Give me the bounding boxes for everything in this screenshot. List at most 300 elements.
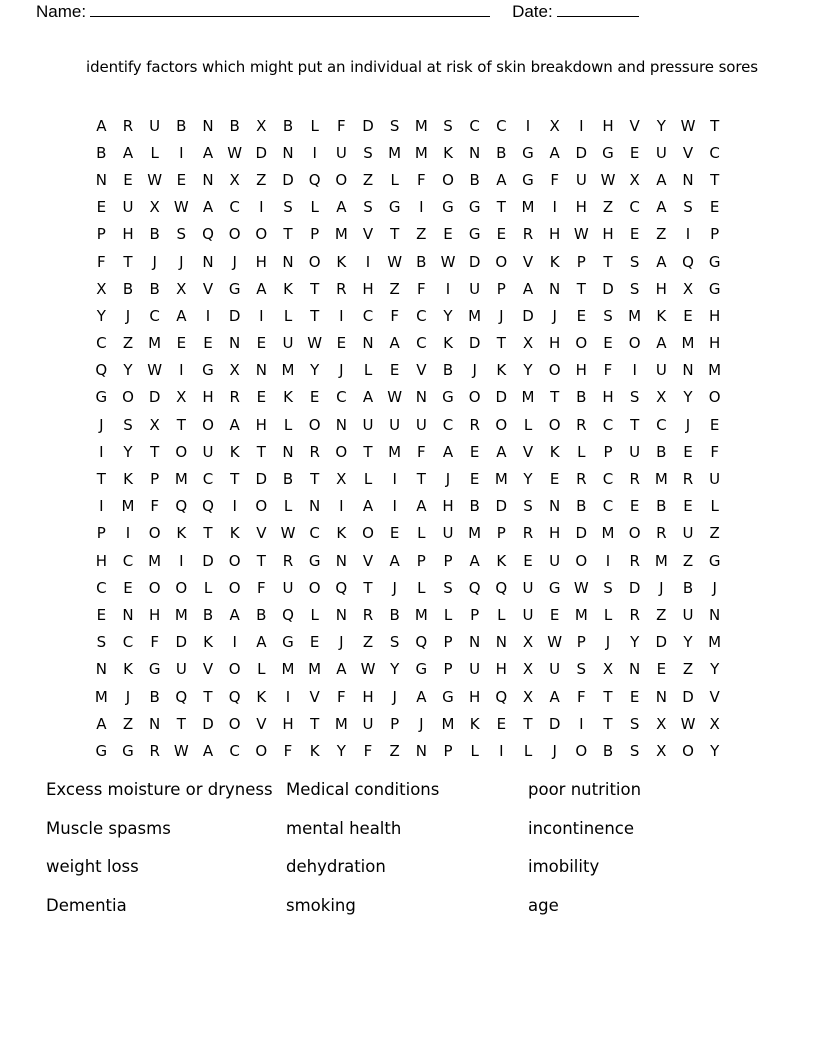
grid-letter[interactable]: D — [255, 143, 268, 162]
grid-letter[interactable]: L — [523, 415, 533, 434]
grid-letter[interactable]: T — [310, 279, 320, 298]
grid-letter[interactable]: E — [496, 225, 507, 244]
grid-letter[interactable]: T — [310, 306, 320, 325]
grid-letter[interactable]: Y — [683, 633, 693, 652]
grid-letter[interactable]: L — [470, 741, 479, 760]
grid-letter[interactable]: J — [99, 415, 104, 434]
grid-letter[interactable]: B — [469, 497, 480, 516]
grid-letter[interactable]: V — [522, 252, 534, 271]
grid-letter[interactable]: X — [522, 633, 534, 652]
grid-letter[interactable]: E — [523, 551, 533, 570]
grid-letter[interactable]: K — [336, 252, 347, 271]
grid-letter[interactable]: J — [712, 578, 717, 597]
grid-letter[interactable]: A — [96, 116, 107, 135]
grid-letter[interactable]: E — [309, 633, 320, 652]
grid-letter[interactable]: D — [148, 388, 161, 407]
grid-letter[interactable]: M — [521, 198, 535, 217]
grid-letter[interactable]: N — [682, 170, 694, 189]
grid-letter[interactable]: N — [335, 415, 347, 434]
word-list-item[interactable]: age — [528, 895, 559, 915]
grid-letter[interactable]: J — [179, 252, 184, 271]
grid-letter[interactable]: U — [549, 660, 561, 679]
grid-letter[interactable]: E — [629, 497, 640, 516]
grid-letter[interactable]: E — [603, 334, 613, 353]
grid-letter[interactable]: R — [336, 279, 347, 298]
grid-letter[interactable]: R — [522, 225, 534, 244]
grid-letter[interactable]: Z — [682, 551, 694, 570]
grid-letter[interactable]: O — [255, 225, 268, 244]
grid-letter[interactable]: Q — [202, 497, 214, 516]
grid-letter[interactable]: J — [392, 578, 397, 597]
grid-letter[interactable]: Y — [336, 741, 346, 760]
grid-letter[interactable]: A — [549, 143, 560, 162]
grid-letter[interactable]: R — [522, 524, 534, 543]
grid-letter[interactable]: F — [603, 361, 613, 380]
grid-letter[interactable]: I — [205, 306, 211, 325]
grid-letter[interactable]: V — [629, 116, 640, 135]
grid-letter[interactable]: N — [335, 551, 347, 570]
grid-letter[interactable]: O — [228, 714, 241, 733]
grid-letter[interactable]: S — [629, 714, 640, 733]
grid-letter[interactable]: W — [280, 524, 296, 543]
grid-letter[interactable]: A — [202, 143, 214, 162]
grid-letter[interactable]: N — [682, 361, 694, 380]
grid-letter[interactable]: T — [630, 415, 640, 434]
grid-letter[interactable]: B — [122, 279, 134, 298]
grid-letter[interactable]: A — [496, 170, 507, 189]
grid-letter[interactable]: H — [255, 415, 267, 434]
grid-letter[interactable]: J — [419, 714, 424, 733]
grid-letter[interactable]: N — [95, 660, 107, 679]
word-list-item[interactable]: mental health — [286, 818, 402, 838]
grid-letter[interactable]: Z — [362, 170, 374, 189]
grid-letter[interactable]: O — [122, 388, 134, 407]
grid-letter[interactable]: W — [600, 170, 616, 189]
grid-letter[interactable]: O — [255, 497, 268, 516]
grid-letter[interactable]: F — [550, 170, 559, 189]
grid-letter[interactable]: O — [255, 741, 268, 760]
grid-letter[interactable]: J — [339, 633, 344, 652]
grid-letter[interactable]: S — [389, 633, 400, 652]
grid-letter[interactable]: I — [125, 524, 131, 543]
grid-letter[interactable]: M — [708, 361, 722, 380]
grid-letter[interactable]: X — [656, 741, 667, 760]
grid-letter[interactable]: H — [469, 687, 481, 706]
grid-letter[interactable]: A — [202, 741, 214, 760]
grid-letter[interactable]: N — [629, 660, 641, 679]
grid-letter[interactable]: U — [575, 170, 587, 189]
grid-letter[interactable]: W — [573, 578, 589, 597]
grid-letter[interactable]: L — [150, 143, 159, 162]
grid-letter[interactable]: C — [416, 306, 427, 325]
grid-letter[interactable]: B — [282, 116, 294, 135]
grid-letter[interactable]: O — [495, 415, 508, 434]
grid-letter[interactable]: R — [629, 551, 640, 570]
grid-letter[interactable]: U — [389, 415, 401, 434]
grid-letter[interactable]: Q — [175, 687, 188, 706]
grid-letter[interactable]: H — [549, 524, 561, 543]
grid-letter[interactable]: K — [469, 714, 480, 733]
date-input-line[interactable] — [557, 1, 639, 17]
grid-letter[interactable]: M — [281, 660, 295, 679]
grid-letter[interactable]: H — [575, 198, 587, 217]
grid-letter[interactable]: X — [256, 116, 267, 135]
grid-letter[interactable]: K — [549, 252, 560, 271]
grid-letter[interactable]: P — [603, 442, 613, 461]
grid-letter[interactable]: K — [283, 279, 293, 298]
grid-letter[interactable]: I — [579, 714, 584, 733]
grid-letter[interactable]: D — [175, 633, 188, 652]
grid-letter[interactable]: C — [229, 741, 240, 760]
grid-letter[interactable]: K — [229, 524, 240, 543]
grid-letter[interactable]: U — [282, 578, 294, 597]
grid-letter[interactable]: H — [202, 388, 214, 407]
grid-letter[interactable]: B — [229, 116, 240, 135]
grid-letter[interactable]: E — [629, 225, 640, 244]
grid-letter[interactable]: Z — [602, 198, 614, 217]
grid-letter[interactable]: Z — [709, 524, 720, 543]
grid-letter[interactable]: X — [709, 714, 720, 733]
grid-letter[interactable]: H — [655, 279, 667, 298]
grid-letter[interactable]: Y — [96, 306, 106, 325]
grid-letter[interactable]: J — [125, 687, 131, 706]
grid-letter[interactable]: E — [96, 605, 107, 624]
grid-letter[interactable]: X — [602, 660, 614, 679]
grid-letter[interactable]: L — [310, 198, 319, 217]
grid-letter[interactable]: F — [710, 442, 719, 461]
grid-letter[interactable]: G — [708, 551, 721, 570]
grid-letter[interactable]: P — [150, 470, 160, 489]
grid-letter[interactable]: O — [468, 388, 481, 407]
grid-letter[interactable]: D — [602, 279, 614, 298]
grid-letter[interactable]: N — [202, 170, 214, 189]
grid-letter[interactable]: O — [362, 524, 374, 543]
grid-letter[interactable]: V — [682, 143, 694, 162]
grid-letter[interactable]: F — [257, 578, 266, 597]
grid-letter[interactable]: I — [392, 497, 397, 516]
grid-letter[interactable]: R — [149, 741, 160, 760]
grid-letter[interactable]: Q — [202, 225, 214, 244]
grid-letter[interactable]: N — [202, 252, 214, 271]
grid-letter[interactable]: P — [443, 551, 453, 570]
grid-letter[interactable]: A — [522, 279, 534, 298]
grid-letter[interactable]: M — [521, 388, 535, 407]
grid-letter[interactable]: N — [655, 687, 667, 706]
grid-letter[interactable]: O — [575, 334, 588, 353]
grid-letter[interactable]: O — [548, 361, 561, 380]
grid-letter[interactable]: U — [469, 660, 481, 679]
grid-letter[interactable]: H — [602, 116, 614, 135]
grid-letter[interactable]: E — [683, 497, 693, 516]
grid-letter[interactable]: D — [655, 633, 668, 652]
grid-letter[interactable]: M — [388, 143, 402, 162]
grid-letter[interactable]: A — [656, 198, 667, 217]
grid-letter[interactable]: E — [336, 334, 347, 353]
grid-letter[interactable]: G — [468, 225, 481, 244]
grid-letter[interactable]: E — [496, 714, 507, 733]
grid-letter[interactable]: D — [575, 524, 588, 543]
grid-letter[interactable]: I — [445, 279, 451, 298]
grid-letter[interactable]: F — [363, 741, 373, 760]
grid-letter[interactable]: F — [150, 633, 159, 652]
grid-letter[interactable]: T — [603, 714, 613, 733]
grid-letter[interactable]: V — [202, 279, 214, 298]
grid-letter[interactable]: T — [310, 470, 320, 489]
grid-letter[interactable]: O — [175, 442, 188, 461]
grid-letter[interactable]: R — [576, 415, 587, 434]
grid-letter[interactable]: K — [309, 741, 320, 760]
grid-letter[interactable]: D — [495, 497, 508, 516]
grid-letter[interactable]: K — [549, 442, 560, 461]
grid-letter[interactable]: H — [362, 279, 374, 298]
grid-letter[interactable]: Y — [523, 361, 533, 380]
grid-letter[interactable]: B — [442, 361, 454, 380]
grid-letter[interactable]: W — [680, 714, 696, 733]
grid-letter[interactable]: C — [122, 551, 134, 570]
grid-letter[interactable]: L — [283, 415, 293, 434]
grid-letter[interactable]: C — [229, 198, 240, 217]
grid-letter[interactable]: W — [147, 361, 163, 380]
grid-letter[interactable]: O — [628, 524, 641, 543]
grid-letter[interactable]: L — [577, 442, 586, 461]
grid-letter[interactable]: M — [414, 116, 428, 135]
grid-letter[interactable]: M — [334, 714, 348, 733]
grid-letter[interactable]: F — [97, 252, 106, 271]
grid-letter[interactable]: S — [443, 116, 453, 135]
grid-letter[interactable]: E — [709, 198, 720, 217]
grid-letter[interactable]: I — [99, 442, 104, 461]
grid-letter[interactable]: N — [255, 361, 267, 380]
grid-letter[interactable]: U — [122, 198, 134, 217]
grid-letter[interactable]: P — [96, 524, 106, 543]
grid-letter[interactable]: E — [203, 334, 213, 353]
grid-letter[interactable]: Z — [682, 660, 694, 679]
grid-letter[interactable]: F — [577, 687, 586, 706]
grid-letter[interactable]: C — [709, 143, 720, 162]
grid-letter[interactable]: L — [203, 578, 213, 597]
grid-letter[interactable]: G — [708, 252, 721, 271]
grid-letter[interactable]: O — [228, 225, 241, 244]
grid-letter[interactable]: X — [176, 388, 187, 407]
grid-letter[interactable]: B — [656, 497, 667, 516]
grid-letter[interactable]: E — [629, 687, 640, 706]
grid-letter[interactable]: J — [125, 306, 131, 325]
grid-letter[interactable]: N — [709, 605, 721, 624]
grid-letter[interactable]: P — [496, 279, 506, 298]
grid-letter[interactable]: Z — [256, 170, 267, 189]
grid-letter[interactable]: T — [203, 524, 213, 543]
grid-letter[interactable]: D — [548, 714, 561, 733]
grid-letter[interactable]: R — [656, 524, 667, 543]
grid-letter[interactable]: R — [229, 388, 240, 407]
grid-letter[interactable]: I — [605, 551, 611, 570]
grid-letter[interactable]: N — [122, 605, 134, 624]
grid-letter[interactable]: Q — [415, 633, 428, 652]
grid-letter[interactable]: H — [575, 361, 587, 380]
word-list-item[interactable]: weight loss — [46, 857, 139, 876]
grid-letter[interactable]: O — [228, 551, 241, 570]
grid-letter[interactable]: P — [96, 225, 106, 244]
grid-letter[interactable]: B — [149, 687, 160, 706]
grid-letter[interactable]: F — [337, 687, 346, 706]
grid-letter[interactable]: B — [389, 605, 400, 624]
grid-letter[interactable]: X — [522, 334, 534, 353]
grid-letter[interactable]: Y — [710, 660, 720, 679]
grid-letter[interactable]: O — [575, 741, 588, 760]
grid-letter[interactable]: D — [575, 143, 588, 162]
grid-letter[interactable]: J — [445, 470, 451, 489]
grid-letter[interactable]: P — [443, 741, 453, 760]
grid-letter[interactable]: T — [416, 470, 426, 489]
grid-letter[interactable]: G — [228, 279, 241, 298]
grid-letter[interactable]: C — [149, 306, 160, 325]
word-list-item[interactable]: imobility — [528, 857, 600, 876]
grid-letter[interactable]: Z — [389, 279, 400, 298]
grid-letter[interactable]: X — [149, 415, 160, 434]
grid-letter[interactable]: A — [389, 334, 400, 353]
grid-letter[interactable]: A — [416, 687, 427, 706]
grid-letter[interactable]: Q — [95, 361, 108, 380]
grid-letter[interactable]: A — [416, 497, 427, 516]
grid-letter[interactable]: I — [685, 225, 691, 244]
grid-letter[interactable]: A — [389, 551, 400, 570]
grid-letter[interactable]: H — [362, 687, 374, 706]
grid-letter[interactable]: X — [656, 714, 667, 733]
grid-letter[interactable]: U — [655, 143, 667, 162]
grid-letter[interactable]: J — [499, 306, 504, 325]
grid-letter[interactable]: W — [360, 660, 376, 679]
grid-letter[interactable]: B — [202, 605, 214, 624]
grid-letter[interactable]: M — [494, 470, 508, 489]
grid-letter[interactable]: C — [442, 415, 454, 434]
grid-letter[interactable]: E — [123, 170, 133, 189]
grid-letter[interactable]: A — [656, 170, 667, 189]
grid-letter[interactable]: W — [387, 252, 403, 271]
grid-letter[interactable]: J — [392, 687, 397, 706]
grid-letter[interactable]: D — [202, 714, 214, 733]
grid-letter[interactable]: O — [228, 660, 241, 679]
grid-letter[interactable]: I — [392, 470, 397, 489]
grid-letter[interactable]: Y — [523, 470, 533, 489]
grid-letter[interactable]: E — [469, 442, 480, 461]
grid-letter[interactable]: D — [362, 116, 374, 135]
grid-letter[interactable]: H — [495, 660, 507, 679]
grid-letter[interactable]: K — [656, 306, 667, 325]
grid-letter[interactable]: L — [710, 497, 719, 516]
grid-letter[interactable]: L — [283, 306, 293, 325]
grid-letter[interactable]: Y — [390, 660, 400, 679]
grid-letter[interactable]: S — [96, 633, 107, 652]
grid-letter[interactable]: I — [312, 143, 317, 162]
grid-letter[interactable]: A — [336, 660, 347, 679]
grid-letter[interactable]: C — [496, 116, 507, 135]
grid-letter[interactable]: C — [602, 470, 614, 489]
grid-letter[interactable]: Y — [710, 741, 720, 760]
grid-letter[interactable]: D — [468, 334, 481, 353]
grid-letter[interactable]: Y — [656, 116, 666, 135]
grid-letter[interactable]: I — [552, 198, 557, 217]
grid-letter[interactable]: Y — [443, 306, 453, 325]
grid-letter[interactable]: U — [522, 605, 534, 624]
grid-letter[interactable]: I — [179, 551, 184, 570]
grid-letter[interactable]: M — [121, 497, 135, 516]
grid-letter[interactable]: Q — [282, 605, 294, 624]
grid-letter[interactable]: X — [229, 361, 240, 380]
grid-letter[interactable]: A — [336, 198, 347, 217]
grid-letter[interactable]: O — [308, 578, 321, 597]
grid-letter[interactable]: P — [443, 660, 453, 679]
grid-letter[interactable]: O — [548, 415, 561, 434]
grid-letter[interactable]: C — [602, 497, 614, 516]
grid-letter[interactable]: V — [709, 687, 720, 706]
grid-letter[interactable]: I — [339, 306, 344, 325]
grid-letter[interactable]: V — [416, 361, 427, 380]
grid-letter[interactable]: C — [96, 334, 107, 353]
grid-letter[interactable]: V — [362, 225, 374, 244]
grid-letter[interactable]: A — [202, 198, 214, 217]
grid-letter[interactable]: H — [602, 225, 614, 244]
grid-letter[interactable]: M — [281, 361, 295, 380]
grid-letter[interactable]: J — [685, 415, 691, 434]
grid-letter[interactable]: G — [308, 551, 321, 570]
grid-letter[interactable]: Y — [123, 361, 133, 380]
grid-letter[interactable]: V — [522, 442, 534, 461]
grid-letter[interactable]: Q — [468, 578, 481, 597]
grid-letter[interactable]: T — [550, 388, 560, 407]
grid-letter[interactable]: Q — [175, 497, 188, 516]
grid-letter[interactable]: B — [416, 252, 427, 271]
grid-letter[interactable]: N — [495, 633, 507, 652]
grid-letter[interactable]: H — [709, 334, 721, 353]
grid-letter[interactable]: H — [549, 225, 561, 244]
grid-letter[interactable]: T — [256, 442, 266, 461]
grid-letter[interactable]: U — [442, 524, 454, 543]
name-input-line[interactable] — [90, 1, 490, 17]
grid-letter[interactable]: A — [656, 334, 667, 353]
grid-letter[interactable]: R — [122, 116, 134, 135]
grid-letter[interactable]: L — [363, 361, 373, 380]
grid-letter[interactable]: F — [337, 116, 346, 135]
grid-letter[interactable]: G — [95, 388, 108, 407]
grid-letter[interactable]: T — [603, 252, 613, 271]
grid-letter[interactable]: U — [682, 605, 694, 624]
grid-letter[interactable]: R — [362, 605, 374, 624]
grid-letter[interactable]: F — [417, 170, 426, 189]
grid-letter[interactable]: E — [96, 198, 107, 217]
grid-letter[interactable]: E — [549, 470, 560, 489]
grid-letter[interactable]: G — [95, 741, 108, 760]
grid-letter[interactable]: R — [682, 470, 694, 489]
grid-letter[interactable]: N — [282, 252, 294, 271]
grid-letter[interactable]: X — [682, 279, 694, 298]
grid-letter[interactable]: T — [363, 578, 373, 597]
grid-letter[interactable]: T — [363, 442, 373, 461]
grid-letter[interactable]: P — [576, 252, 586, 271]
grid-letter[interactable]: N — [335, 605, 347, 624]
grid-letter[interactable]: A — [229, 415, 240, 434]
grid-letter[interactable]: S — [523, 497, 533, 516]
grid-letter[interactable]: C — [362, 306, 374, 325]
grid-letter[interactable]: B — [496, 143, 507, 162]
grid-letter[interactable]: N — [282, 143, 294, 162]
grid-letter[interactable]: W — [147, 170, 163, 189]
grid-letter[interactable]: O — [335, 170, 348, 189]
grid-letter[interactable]: X — [149, 198, 160, 217]
grid-letter[interactable]: P — [576, 633, 586, 652]
word-list-item[interactable]: incontinence — [528, 818, 635, 838]
grid-letter[interactable]: A — [362, 388, 374, 407]
grid-letter[interactable]: I — [525, 116, 531, 135]
